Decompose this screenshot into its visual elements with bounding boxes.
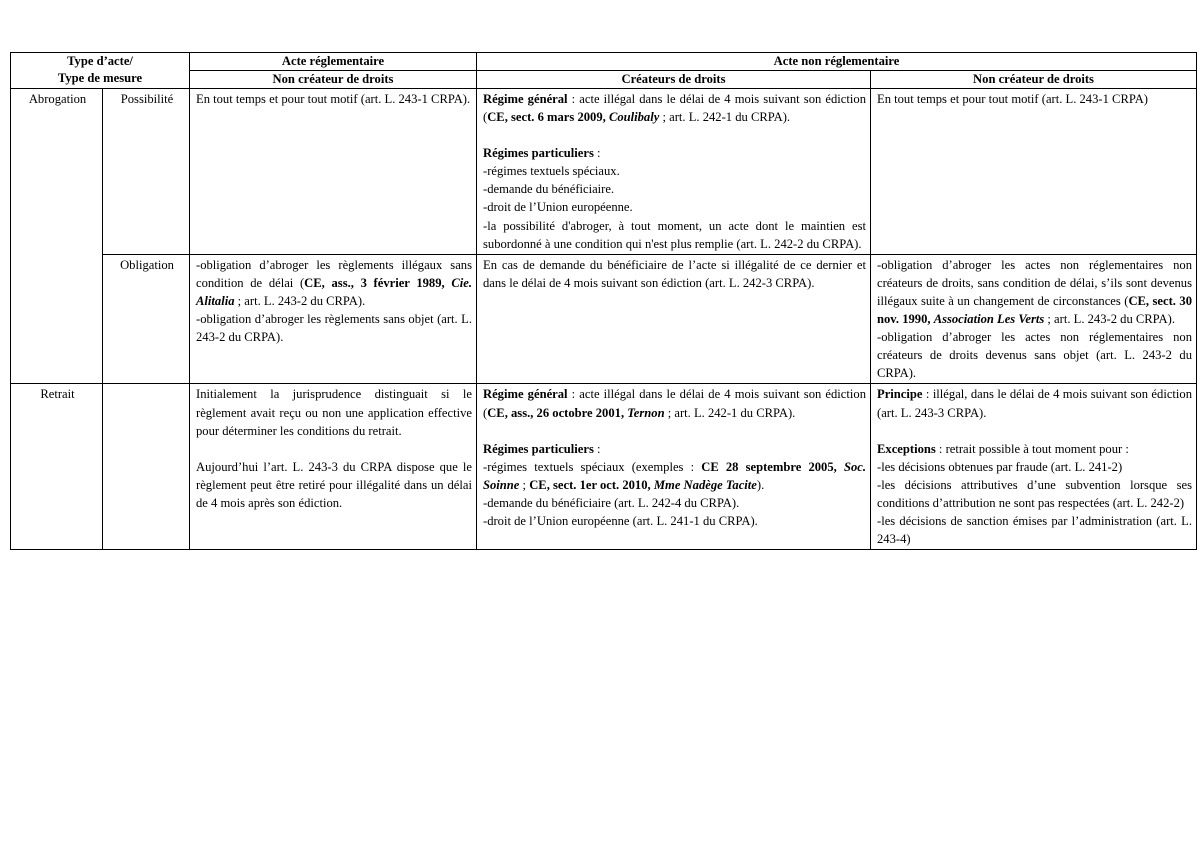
list-item: -demande du bénéficiaire.	[483, 182, 615, 197]
list-item: -droit de l’Union européenne.	[483, 200, 633, 215]
text-span: ).	[756, 477, 765, 492]
retrait-noncrea-cell	[871, 384, 1197, 550]
acte-non-reglementaire-header: Acte non réglementaire	[477, 53, 1197, 71]
text-span: : retrait possible à tout moment pour :	[935, 441, 1129, 456]
text-span: : acte illégal dans le délai de 4 mois suivant son édiction (	[483, 92, 866, 125]
row-abrogation-possibilite	[11, 89, 1197, 255]
text-span: :	[593, 146, 601, 161]
principe-label: Principe	[877, 387, 923, 402]
case-citation: CE, sect. 1er oct. 2010,	[529, 477, 654, 492]
text-span: ;	[519, 477, 530, 492]
case-name: Mme Nadège Tacite	[653, 477, 757, 492]
row-abrogation-obligation	[11, 254, 1197, 384]
header-row-1	[11, 53, 1197, 71]
case-citation: CE, ass., 26 octobre 2001,	[487, 405, 628, 420]
possibilite-label: Possibilité	[103, 89, 190, 255]
type-acte-label: Type d’acte/	[67, 54, 133, 68]
text-span: : illégal, dans le délai de 4 mois suivant son édiction (art. L. 243-3 CRPA).	[877, 387, 1193, 420]
comparison-table	[10, 52, 1197, 550]
text-span: Initialement la jurisprudence distinguait si le règlement avait reçu ou non une application effective pour déterminer les conditions du retrait.	[196, 387, 472, 438]
abrog-obl-crea-cell: En cas de demande du bénéficiaire de l’acte si illégalité de ce dernier et dans le délai de 4 mois suivant son édiction (art. L. 242-3 CRPA).	[477, 254, 871, 384]
case-citation: CE, ass., 3 février 1989,	[304, 275, 452, 290]
text-span: ; art. L. 242-1 du CRPA).	[664, 405, 796, 420]
text-span: -obligation d’abroger les actes non réglementaires non créateurs de droits devenus sans objet (art. L. 243-2 du CRPA).	[877, 330, 1193, 381]
retrait-crea-cell	[477, 384, 871, 550]
acte-reglementaire-header: Acte réglementaire	[190, 53, 477, 71]
text-span: ; art. L. 243-2 du CRPA).	[1044, 312, 1175, 327]
text-span: -obligation d’abroger les actes non réglementaires non créateurs de droits, sans condition de délai, s’ils sont devenus illégaux suite à un changement de circonstances (	[877, 257, 1193, 308]
regimes-particuliers-label: Régimes particuliers	[483, 441, 594, 456]
case-name: Coulibaly	[608, 110, 660, 125]
text-span: ; art. L. 243-2 du CRPA).	[234, 293, 366, 308]
list-item: -droit de l’Union européenne (art. L. 241-1 du CRPA).	[483, 513, 758, 528]
retrait-label: Retrait	[11, 384, 103, 550]
list-item: -les décisions obtenues par fraude (art. L. 241-2)	[877, 459, 1123, 474]
case-name: Cie. Alitalia	[196, 275, 472, 308]
text-span: -régimes textuels spéciaux (exemples :	[483, 459, 702, 474]
text-span: -obligation d’abroger les règlements sans objet (art. L. 243-2 du CRPA).	[196, 312, 472, 345]
abrog-obl-noncrea-cell	[871, 254, 1197, 384]
case-name: Association Les Verts	[933, 312, 1045, 327]
text-span: ; art. L. 242-1 du CRPA).	[659, 110, 791, 125]
text-span: -obligation d’abroger les règlements illégaux sans condition de délai (	[196, 257, 472, 290]
abrog-poss-noncrea-cell: En tout temps et pour tout motif (art. L. 243-1 CRPA)	[871, 89, 1197, 255]
case-name: Soc. Soinne	[483, 459, 866, 492]
text-span: Aujourd’hui l’art. L. 243-3 du CRPA dispose que le règlement peut être retiré pour illégalité dans un délai de 4 mois après son édiction.	[196, 459, 472, 510]
text-span: : acte illégal dans le délai de 4 mois suivant son édiction (	[483, 387, 866, 420]
case-citation: CE 28 septembre 2005,	[701, 459, 844, 474]
createurs-header: Créateurs de droits	[477, 71, 871, 89]
list-item: -les décisions attributives d’une subvention lorsque ses conditions d’attribution ne sont pas respectées (art. L. 242-2)	[877, 477, 1193, 510]
abrog-poss-reg-cell: En tout temps et pour tout motif (art. L. 243-1 CRPA).	[190, 89, 477, 255]
non-createur-header-2: Non créateur de droits	[871, 71, 1197, 89]
list-item: -les décisions de sanction émises par l’administration (art. L. 243-4)	[877, 513, 1193, 547]
abrog-poss-crea-cell	[477, 89, 871, 255]
abrogation-label: Abrogation	[11, 89, 103, 384]
list-item: -la possibilité d'abroger, à tout moment, un acte dont le maintien est subordonné à une condition qui n'est plus remplie (art. L. 242-2 du CRPA).	[483, 218, 866, 251]
regime-general-label: Régime général	[483, 92, 568, 106]
regime-general-label: Régime général	[483, 387, 568, 402]
case-citation: CE, sect. 6 mars 2009,	[487, 110, 609, 125]
list-item: -régimes textuels spéciaux.	[483, 164, 620, 179]
text-span: :	[593, 441, 601, 456]
list-item: -demande du bénéficiaire (art. L. 242-4 du CRPA).	[483, 495, 740, 510]
abrog-obl-reg-cell	[190, 254, 477, 384]
row-retrait	[11, 384, 1197, 550]
retrait-empty-cell	[103, 384, 190, 550]
exceptions-label: Exceptions	[877, 441, 936, 456]
non-createur-header-1: Non créateur de droits	[190, 71, 477, 89]
retrait-reg-cell	[190, 384, 477, 550]
obligation-label: Obligation	[103, 254, 190, 384]
type-mesure-label: Type de mesure	[57, 71, 143, 85]
case-citation: CE, sect. 30 nov. 1990,	[877, 293, 1192, 327]
type-header-cell	[11, 53, 190, 89]
regimes-particuliers-label: Régimes particuliers	[483, 146, 594, 161]
case-name: Ternon	[627, 405, 665, 420]
